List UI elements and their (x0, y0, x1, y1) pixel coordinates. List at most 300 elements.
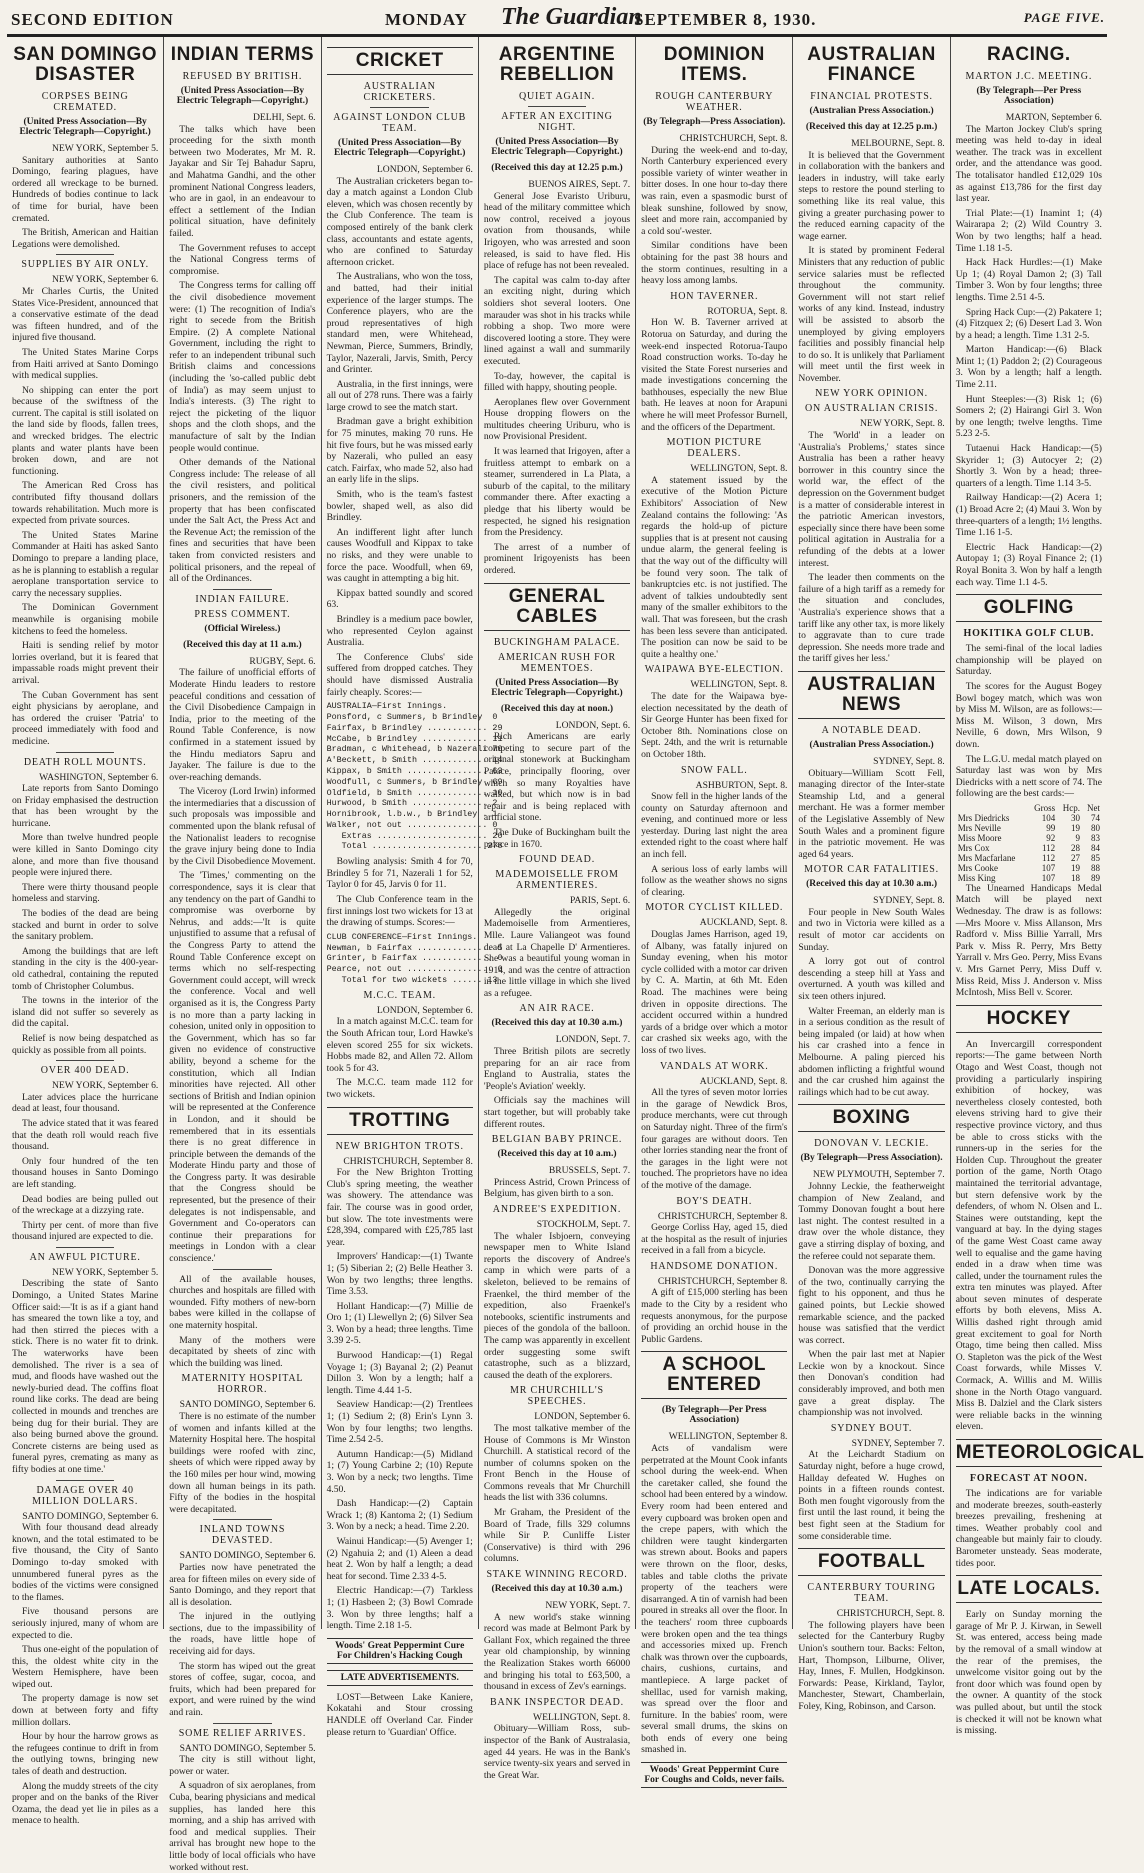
scorecard: CLUB CONFERENCE—First Innings. Newman, b Fairfax ............... 5 Grinter, b Fairfax .............. 0 Pearce, not out ................. 6 Total for two wickets ...... 13 (326, 931, 503, 986)
paragraph: The date for the Waipawa bye-election necessitated by the death of Sir George Hunter has been fixed for October 8th. Nominations close on Sept. 24th, and the writ is returnable on October 18th. (641, 690, 788, 760)
paragraph: Autumn Handicap:—(5) Midland 1; (7) Young Carbine 2; (10) Repute 3. Won by a neck; two lengths. Time 4.50. (326, 1448, 473, 1495)
dateline: WELLINGTON, Sept. 8. (533, 1711, 631, 1723)
headline: FOOTBALL (798, 1548, 944, 1576)
paragraph: The Marton Jockey Club's spring meeting was held to-day in ideal weather. The track was in excellent order, and the attendance was good. The totalisator handled £12,029 10s as against £13,786 for the first day last year. (955, 123, 1102, 205)
table-cell: 30 (1071, 812, 1081, 823)
classified-ad: LOST—Between Lake Kaniere, Kokatahi and Stour crossing HANDLE off Overland Car. Finder please return to 'Guardian' Office. (326, 1691, 473, 1738)
dateline: WELLINGTON, September 8. (668, 1431, 788, 1443)
paragraph: The Viceroy (Lord Irwin) informed the intermediaries that a discussion of such proposals was impossible and commented upon the blank refusal of the Nationalist leaders to recognise the grave injury being done to India by the Civil Disobedience Movement. (169, 786, 316, 867)
paragraph: Australia, in the first innings, were all out of 278 runs. There was a fairly large crowd to see the match start. (326, 378, 473, 413)
table-cell: Mrs Neville (957, 822, 1001, 833)
paragraph: All the tyres of seven motor lorries in the garage of Newdick Bros, produce merchants, were cut through on Saturday night. Three of the firm's four garages are without doors. Ten other lorries standing near the front of the garages in the light were not touched. The proprietors have no idea of the motive of the damage. (641, 1087, 788, 1191)
paragraph: Only four hundred of the ten thousand houses in Santo Domingo are left standing. (12, 1155, 159, 1190)
dateline: LONDON, Sept. 7. (555, 1034, 631, 1046)
advertisement: Woods' Great Peppermint Cure For Coughs and Colds, never fails. (641, 1762, 787, 1788)
paragraph: The Conference Clubs' side suffered from dropped catches. They should have dismissed Australia fairly cheaply. Scores:— (326, 651, 473, 698)
paragraph: The property damage is now set down at between forty and fifty million dollars. (12, 1693, 159, 1728)
subheading: STAKE WINNING RECORD. (486, 1569, 628, 1581)
credit-line: (By Telegraph—Per Press Association) (661, 1405, 767, 1426)
paragraph: At the Leichardt Stadium on Saturday night, before a huge crowd, Hallday defeated W. Hughes on points in a fifteen rounds contest. Both men fought vigorously from the first until the last round, it being the best fight seen at the Stadium for some considerable time. (798, 1449, 945, 1542)
paragraph: It is believed that the Government in collaboration with the bankers and leaders in industry, will take early steps to restore the pound sterling to something like its real value, this giving a greater purchasing power to the reduced earning capacity of the wage earner. (798, 149, 945, 242)
divider (213, 589, 272, 590)
paragraph: Three British pilots are secretly preparing for an air race from England to Australia, states the 'People's Aviation' weekly. (483, 1046, 631, 1092)
headline: BOXING (798, 1104, 944, 1132)
paragraph: Four people in New South Wales and two in Victoria were killed as a result of motor car accidents on Sunday. (798, 906, 945, 953)
divider (213, 1269, 272, 1270)
subheading: FINANCIAL PROTESTS. (810, 91, 933, 102)
newspaper-page (7, 4, 1144, 1873)
advertisement: Woods' Great Peppermint Cure For Children's Hacking Cough (327, 1638, 473, 1664)
paragraph: The Congress terms for calling off the civil disobedience movement were: (1) The recognition of India's right to secede from the British Empire. (2) A complete National Government, including the right to refer to an independent tribunal such British claims and concessions (including the 'so-called public debt of India') as may seem unjust to India's interests. (3) The right to reject the picketing of the liquor shops and the cloth shops, and the manufacture of salt by the Indian people would continue. (169, 280, 316, 454)
dateline: STOCKHOLM, Sept. 7. (536, 1219, 631, 1230)
paragraph: Aeroplanes flew over Government House dropping flowers on the multitudes cheering Uriburu, who is now Provisional President. (483, 396, 631, 443)
paragraph: The towns in the interior of the island did not suffer so severely as did the capital. (12, 995, 159, 1030)
paragraph: The leader then comments on the failure of a high tariff as a remedy for the situation and concludes, 'Australia's experience shows that a tariff like any other tax, is more likely to aggravate than to cure trade depression. She needs more trade and the tariff gives her less.' (798, 572, 945, 665)
subheading: MATERNITY HOSPITAL HORROR. (181, 1373, 304, 1396)
dateline: NEW YORK, Sept. 8. (859, 418, 945, 430)
paragraph: The storm has wiped out the great stores of coffee, sugar, cocoa, and fruits, which had been prepared for export, and were ruined by the wind and rain. (169, 1660, 316, 1719)
table-cell: 104 (1041, 812, 1056, 823)
paragraph: Snow fell in the higher lands of the county on Saturday afternoon and evening, and continued more or less yesterday. During last night the area extended right to the coast where half an inch fell. (641, 791, 788, 861)
table-cell: 84 (1090, 842, 1100, 853)
paragraph: Seaview Handicap:—(2) Trentlees 1; (1) Sedium 2; (8) Erin's Lynn 3. Won by four lengths; two lengths. Time 2.54 2-5. (326, 1399, 473, 1446)
dateline: SYDNEY, September 7. (851, 1437, 945, 1449)
credit-line: (United Press Association—By Electric Telegraph—Copyright.) (334, 138, 466, 158)
subheading: MOTOR CYCLIST KILLED. (645, 902, 784, 914)
dateline: WELLINGTON, Sept. 8. (690, 463, 788, 475)
paragraph: The bodies of the dead are being stacked and burnt in order to solve the sanitary problem. (12, 908, 159, 943)
paragraph: Many of the mothers were decapitated by sheets of zinc with which the building was lined. (169, 1334, 316, 1369)
subheading: SYDNEY BOUT. (830, 1422, 913, 1434)
paragraph: For the New Brighton Trotting Club's spring meeting, the weather was showery. The attendance was fair. The course was in good order, but slow. The tote investments were £28,394, compared with £25,785 last year. (326, 1167, 473, 1248)
dateline: MARTON, September 6. (1005, 112, 1102, 123)
subheading: ANDREE'S EXPEDITION. (492, 1204, 622, 1215)
credit-line: (By Telegraph—Per Press Association) (976, 86, 1082, 106)
divider (56, 1247, 115, 1248)
table-cell: 27 (1071, 852, 1081, 863)
credit-line: (United Press Association—By Electric Telegraph—Copyright.) (491, 137, 623, 157)
paragraph: Other demands of the National Congress include: The release of all the civil resisters, and political prisoners, and the remission of the property that has been confiscated under the Salt Act, the Press Act and the Revenue Act; the remission of the fines and securities that have been taken from convicted resisters and political prisoners, and the repeal of all of the Ordinances. (169, 457, 316, 585)
paragraph: Acts of vandalism were perpetrated at the Mount Cook infants school during the week-end. When the caretaker called, she found the school had been entered by a window. Every room had been entered and every cupboard was broken open and the crepe papers, with which the children were taught kindergarten was strewn about. Books and papers were thrown on the floor, desks, tables and table cloths the private property of the teachers were disarranged. A tin of varnish had been poured in streaks all over the floor. In the teachers' room three cupboards were broken open and the tea things and accessories mixed up. French chalk was thrown over the cupboards, chairs, cushions, curtains, and mantlepiece. A large packet of shelllac, used for varnish making, was spread over the floor and furniture. In the babies' room, were several small drums, the skins on both ends of every one being smashed in. (641, 1443, 788, 1756)
divider (213, 1519, 272, 1520)
dateline: CHRISTCHURCH, Sept. 8. (836, 1608, 945, 1620)
divider (56, 254, 115, 255)
table-header-cell: Hcp. (1062, 802, 1081, 813)
paragraph: Obituary—William Ross, sub-inspector of the Bank of Australasia, aged 44 years. He was in the Bank's service twenty-six years and served in the Great War. (483, 1723, 631, 1781)
subheading: DAMAGE OVER 40 MILLION DOLLARS. (32, 1484, 139, 1507)
paragraph: The United States Marine Commander at Haiti has asked Santo Domingo to prepare a landing place, as he is planning to establish a regular aeroplane transportation service to carry the necessary supplies. (12, 529, 159, 599)
paragraph: Walter Freeman, an elderly man is in a serious condition as the result of being impaled (or laid) at how when his car crashed into a fence in Melbourne. A paling pierced his abdomen inflicting a frightful wound and the car crushed him against the railings which had to be cut away. (798, 1005, 945, 1098)
paragraph: More than twelve hundred people were killed in Santo Domingo city alone, and more than five thousand people were injured there. (12, 832, 159, 879)
paragraph: The Australians, who won the toss, and batted, had their initial experience of the larger stumps. The Conference players, who are the proud representatives of high standard men, were Whitehead, Newman, Pierce, Summers, Brindly, Taylor, Nazerali, Jarvis, Smith, Percy and Grinter. (326, 271, 473, 376)
paragraph: In a match against M.C.C. team for the South African tour, Lord Hawke's eleven scored 255 for six wickets. Hobbs made 82, and Allen 72. Allom took 5 for 43. (326, 1016, 473, 1074)
subheading: BELGIAN BABY PRINCE. (491, 1134, 623, 1146)
subheading: INLAND TOWNS DEVASTED. (199, 1524, 286, 1547)
paragraph: An indifferent light after lunch causes Woodfull and Kippax to take no risks, and they were unable to force the pace. Woodfull, when 69, was caught in attempting a big hit. (326, 526, 473, 585)
paragraph: The Unearned Handicaps Medal Match will be played next Wednesday. The draw is as follows:—Mrs Moore v. Miss Allanson, Mrs Radford v. Miss Billie Yarrall, Mrs Park v. Miss R. Perry, Mrs Betty Yarrall v. Mrs Geo. Perry, Miss Evans v. Mrs Garnet Perry, Miss Duff v. Miss Reid, Miss J. Anderson v. Miss McIntosh, Miss Bell v. Scorer. (955, 882, 1102, 999)
subheading: REFUSED BY BRITISH. (182, 71, 303, 82)
paragraph: Donovan was the more aggressive of the two, continually carrying the fight to his opponent, and thus he gained points, but Leckie showed remarkable science, and the packed house was satisfied that the verdict was correct. (798, 1265, 945, 1346)
paragraph: The semi-final of the local ladies championship will be played on Saturday. (955, 643, 1102, 678)
subheading: SOME RELIEF ARRIVES. (178, 1727, 307, 1739)
paragraph: Similar conditions have been obtaining for the past 38 hours and the storm continues, resulting in a heavy loss among lambs. (641, 240, 788, 287)
paragraph: An Invercargill correspondent reports:—The game between North Otago and West Coast, though not providing a particularly inspiring exhibition of hockey, was nevertheless closely contested, both elevens striving hard to give their respective province victory, and thus be able to cross sticks with the runners-up in the series for the Holden Cup. Throughout the greater portion of the game, North Otago maintained the territorial advantage, but stern defensive work by the defenders, of whom N. Olsen and L. Staines were outstanding, kept the vanguard at bay. In the dying stages of the game West Coast came away well to equalise and the game having ended in a draw when time was called, under the tournament rules the extra ten minutes was played. After about seven minutes of desperate efforts by both elevens, Miss A. Willis dashed right through amid great excitement to goal for North Otago, time being then called. Miss O. Stapleton was the pick of the West Coast forwards, while Misses V. Cormack, A. Willis and M. Willis shone in the North Otago vanguard. Miss B. Dalziel and the Clark sisters were reliable backs in the winning eleven. (955, 1038, 1102, 1433)
paragraph: To-day, however, the capital is filled with happy, shouting people. (483, 370, 631, 394)
paragraph: It was learned that Irigoyen, after a fruitless attempt to embark on a steamer, surrendered in La Plata, a suburb of the capital, to the military commander there. After exacting a pledge that his liberty would be respected, he signed his resignation from the Presidency. (483, 446, 631, 539)
paragraph: There is no estimate of the number of women and infants killed at the Maternity Hospital here. The hospital buildings were roofed with zinc, sheets of which were ripped away by the 160 miles per hour wind, mowing down all human beings in its path. Fifty of the bodies in the hospital were decapitated. (169, 1410, 316, 1515)
subheading: HON TAVERNER. (670, 290, 759, 302)
column-indian-terms (164, 37, 321, 1873)
paragraph: The arrest of a number of prominent Irigoyenists has been ordered. (483, 541, 631, 576)
paragraph: The Government refuses to accept the National Congress terms of compromise. (169, 242, 316, 277)
paragraph: The indications are for variable and moderate breezes, south-easterly breezes prevailing, freshening at times. Weather probably cool and changeable but mainly fair to cloudy. Barometer unsteady. Seas moderate, tides poor. (955, 1488, 1102, 1569)
paragraph: The Duke of Buckingham built the palace in 1670. (483, 826, 631, 850)
columns (7, 36, 1144, 1873)
subheading: BOY'S DEATH. (676, 1195, 753, 1207)
received-line: (Received this day at 12.25 p.m.) (805, 122, 938, 132)
subheading: MR CHURCHILL'S SPEECHES. (510, 1385, 604, 1408)
paragraph: Hon W. B. Taverner arrived at Rotorua on Saturday, and during the week-end inspected Rotorua-Taupo Road construction works. To-day he visited the State Forest nurseries and made investigations concerning the bathhouses, especially the new Blue bath. He leaves at noon for Arapuni where he will meet Professor Burnell, and the officers of the Department. (641, 317, 788, 433)
paragraph: No shipping can enter the port because of the swiftness of the current. The capital is still isolated on the land side by floods, fallen trees, and wrecked bridges. The electric plants and water plants have been broken down, and are not functioning. (12, 384, 159, 477)
section-heading: LATE ADVERTISEMENTS. (327, 1670, 473, 1686)
subheading: MARTON J.C. MEETING. (965, 71, 1093, 82)
subheading: AN AIR RACE. (519, 1003, 595, 1015)
column-argentine (479, 37, 636, 1781)
dateline: SANTO DOMINGO, September 6. (179, 1550, 316, 1562)
dateline: SANTO DOMINGO, September 5. (179, 1742, 316, 1754)
divider (56, 1480, 115, 1481)
table-cell: 99 (1046, 822, 1056, 833)
paragraph: General Jose Evaristo Uriburu, head of the military committee which now control, received a joyous ovation from thousands, while Irigoyen, who was arrested and soon released, is said to have fled. His place of refuge has not been revealed. (483, 190, 631, 272)
paragraph: The M.C.C. team made 112 for two wickets. (326, 1077, 473, 1100)
received-line: (Received this day at 11 a.m.) (183, 639, 302, 650)
paragraph: Dash Handicap:—(2) Captain Wrack 1; (8) Kantoma 2; (1) Sedium 3. Won by a neck; a head. Time 2.20. (326, 1498, 473, 1533)
paragraph: Haiti is sending relief by motor lorries overland, but it is feared that impassable roads might prevent their arrival. (12, 640, 159, 686)
race-result: Trial Plate:—(1) Inamint 1; (4) Wairarapa 2; (2) Wild Country 3. Won by two lengths; half a head. Time 1.18 1-5. (955, 207, 1102, 254)
table-header-row (956, 803, 1102, 813)
headline: RACING. (986, 44, 1071, 65)
dateline: PARIS, Sept. 6. (569, 895, 631, 907)
column-racing (951, 37, 1144, 1737)
subheading: DONOVAN V. LECKIE. (814, 1138, 930, 1150)
table-row (956, 833, 1102, 843)
dateline: CHRISTCHURCH, Sept. 8. (679, 133, 788, 144)
paragraph: It is stated by prominent Federal Ministers that any reduction of public service salaries must be reflected throughout the community. Government will not start relief works of any kind. Instead, industry will be assisted to absorb the unemployed by giving employers facilities and possibly financial help to do so. It is unlikely that Parliament will meet until the first week in November. (798, 245, 945, 384)
paragraph: The 'World' in a leader on 'Australia's Problems,' states since Australia has been a rather heavy borrower in this country since the world war, the effect of the depression on the Government budget is a matter of considerable interest in the patriotic American investors, especially since there have been some political agitation in Australia for a refunding of the debts at a lower interest. (798, 430, 945, 569)
dateline: CHRISTCHURCH, September 8. (343, 1155, 473, 1167)
paragraph: Later advices place the hurricane dead at least, four thousand. (12, 1091, 159, 1115)
golf-scores-table (956, 803, 1102, 883)
headline: LATE LOCALS. (956, 1575, 1102, 1603)
paragraph: The Cuban Government has sent eight physicians by aeroplane, and has ordered the cruiser 'Patria' to proceed immediately with food and medicine. (12, 689, 159, 747)
table-row (956, 853, 1102, 863)
dateline: SYDNEY, Sept. 8. (873, 755, 945, 767)
headline: AUSTRALIAN FINANCE (807, 44, 936, 85)
subheading: SNOW FALL. (681, 764, 748, 776)
paragraph: A gift of £15,000 sterling has been made to the City by a resident who requests anonymous, for the purpose of providing an orchid house in the Public Gardens. (641, 1287, 788, 1345)
subheading: FOUND DEAD. (518, 854, 595, 866)
subheading: MADEMOISELLE FROM ARMENTIERES. (495, 869, 619, 892)
dateline: NEW YORK, September 6. (51, 274, 159, 286)
subheading: DEATH ROLL MOUNTS. (23, 756, 147, 768)
paragraph: A squadron of six aeroplanes, from Cuba, bearing physicians and medical supplies, has landed here this morning, and a ship has arrived with food and medical supplies. Their arrival has brought new hope to the little body of local officials who have worked without rest. (169, 1780, 316, 1873)
dateline: NEW YORK, September 5. (51, 1266, 159, 1278)
dateline: NEW PLYMOUTH, September 7. (812, 1169, 945, 1181)
received-line: (Received this day at 10.30 a.m.) (491, 1584, 623, 1595)
scorecard: AUSTRALIA—First Innings. Ponsford, c Summers, b Brindley 0 Fairfax, b Brindley ............ 29 McCabe, b Brindley ............. 11 Bradman, c Whitehead, b Nazerali 70 A'Beckett, b Smith ............. 14 Kippax, b Smith ................ 63 Woodfull, c Summers, b Brindley 69 Oldfield, b Smith .............. 10 Hurwood, b Smith ............... 2 Hornibrook, l.b.w., b Brindley . 1 Walker, not out ................ 0 Extras ...................... 20 Total ...................... 278 (326, 701, 503, 852)
weekday-label: MONDAY (385, 10, 468, 29)
paragraph: Officials say the machines will start together, but will probably take different routes. (483, 1095, 631, 1130)
subheading: MOTOR CAR FATALITIES. (804, 864, 939, 876)
paragraph: The talks which have been proceeding for the sixth month between two Moderates, Mr M. R. Jayakar and Sir Tej Bahadur Sapru, and Mahatma Gandhi, and the other prominent National Congress leaders, who are in gaol, in an endeavour to effect a settlement of the Indian political situation, have definitely failed. (169, 123, 316, 239)
headline: GENERAL CABLES (484, 583, 630, 631)
dateline: AUCKLAND, Sept. 8. (699, 917, 788, 929)
page-number: PAGE FIVE. (1023, 10, 1105, 25)
paragraph: The capital was calm to-day after an exciting night, during which soldiers shot several looters. One marauder was shot in his tracks while robbing a shop. Two more were discovered looting a store. They were lined against a wall and summarily executed. (483, 274, 631, 367)
race-result: Railway Handicap:—(2) Acera 1; (1) Broad Acre 2; (4) Maui 3. Won by three-quarters of a length; 1½ lengths. Time 1.16 1-5. (955, 492, 1102, 539)
dateline: NEW YORK, September 5. (51, 143, 159, 154)
subheading: AN AWFUL PICTURE. (29, 1251, 141, 1263)
subheading: MOTION PICTURE DEALERS. (666, 437, 762, 460)
dateline: CHRISTCHURCH, September 8. (657, 1210, 788, 1222)
credit-line: (Australian Press Association.) (809, 106, 934, 116)
received-line: (Received this day at 12.25 p.m.) (491, 163, 623, 173)
table-cell: Miss King (957, 872, 996, 883)
paragraph: Bowling analysis: Smith 4 for 70, Brindley 5 for 71, Nazerali 1 for 52, Taylor 0 for 45, Jarvis 0 for 11. (326, 856, 473, 891)
subheading: QUIET AGAIN. (518, 91, 596, 102)
paragraph: Electric Handicap:—(7) Tarkless 1; (1) Hasbeen 2; (3) Bowl Comrade 3. Won by three lengths; half a length. Time 2.18 1-5. (326, 1585, 473, 1632)
table-row (956, 843, 1102, 853)
credit-line: (United Press Association—By Electric Telegraph—Copyright.) (176, 86, 309, 106)
subheading: VANDALS AT WORK. (659, 1060, 769, 1072)
paragraph: There were thirty thousand people homeless and starving. (12, 881, 159, 905)
dateline: NEW YORK, September 6. (51, 1080, 159, 1092)
divider (213, 1723, 272, 1724)
table-cell: 9 (1075, 832, 1081, 843)
subheading: HOKITIKA GOLF CLUB. (963, 628, 1095, 640)
subheading: AUSTRALIAN CRICKETERS. (363, 81, 436, 103)
subheading: BUCKINGHAM PALACE. (493, 636, 621, 648)
dateline: AUCKLAND, Sept. 8. (699, 1075, 788, 1087)
subheading: NEW YORK OPINION. (815, 388, 928, 400)
paragraph: Early on Sunday morning the garage of Mr P. J. Kirwan, in Sewell St. was entered, access being made by the removal of a small window at the rear of the premises, the unwelcome visitor going out by the front door which was found open by the owner. A quantity of the stock was pulled about, but until the stock is checked it will not be known what is missing. (955, 1609, 1102, 1737)
dateline: BUENOS AIRES, Sept. 7. (528, 179, 631, 190)
paragraph: A statement issued by the executive of the Motion Picture Exhibitors' Association of New Zealand contains the following: 'As regards the hold-up of picture supplies that is at present not causing undue alarm, the general feeling is that the way out of the difficulty will be found very soon. The talk of bankruptcies etc. is not justified. The advent of talkies undoubtedly sent many of the smaller exhibitors to the wall. That was foreseen, but the crash has been less severe than anticipated. The position can now be said to be quite a healthy one.' (641, 474, 788, 660)
subheading: ON AUSTRALIAN CRISIS. (804, 403, 939, 415)
subheading: CANTERBURY TOURING TEAM. (807, 1582, 936, 1605)
paragraph: Obituary—William Scott Fell, managing director of the Inter-state Steamship Ltd, and a general merchant. He was a former member of the Legislative Assembly of New South Wales and a prominent figure in the patriotic movement. He was aged 64 years. (798, 767, 945, 860)
table-cell: 74 (1090, 812, 1100, 823)
paragraph: The following players have been selected for the Canterbury Rugby Union's southern tour. Backs: Felton, Hart, Thompson, Lilburne, Oliver, Hay, Innes, F. Mullen, Hodgkinson. Forwards: Pease, Kirkland, Taylor, Manchester, Stewart, Chamberlain, Foley, King, Robinson, and Carson. (798, 1619, 945, 1712)
column-san-domingo (7, 37, 164, 1827)
table-header-cell (956, 803, 1028, 813)
headline: DOMINION ITEMS. (663, 44, 765, 85)
subheading: OVER 400 DEAD. (40, 1065, 130, 1077)
table-cell: 19 (1071, 822, 1081, 833)
received-line: (Received this day at 10.30 a.m.) (491, 1018, 623, 1029)
dateline: SANTO DOMINGO, September 6. (22, 1510, 159, 1522)
table-cell: 85 (1090, 852, 1100, 863)
dateline: DELHI, Sept. 6. (252, 112, 316, 123)
table-cell: 28 (1071, 842, 1081, 853)
subheading: BANK INSPECTOR DEAD. (490, 1696, 624, 1708)
paragraph: A serious loss of early lambs will follow as the weather shows no signs of clearing. (641, 863, 788, 898)
received-line: (Received this day at 10 a.m.) (497, 1149, 617, 1160)
dateline: ROTORUA, Sept. 8. (707, 305, 788, 317)
table-row (956, 863, 1102, 873)
dateline: NEW YORK, Sept. 7. (545, 1600, 631, 1612)
table-cell: 19 (1071, 862, 1081, 873)
subheading: INDIAN FAILURE. (195, 593, 290, 605)
table-cell: Miss Moore (957, 832, 1002, 843)
column-dominion-items (636, 37, 793, 1786)
paragraph: Describing the state of Santo Domingo, a United States Marine Officer said:—'It is as if a giant hand has smeared the town like a toy, and had then stirred the pieces with a stick. There is no water fit to drink. The waterworks have been demolished. The river is a sea of mud, and floods have washed out the newly-buried dead. The coffins float round like corks. The dead are being collected in mounds and trenches are being dug for their burial. They are also being burned above the ground. Concrete cisterns are being used as funeral pyres, cremating as many as fifty bodies at one time.' (12, 1278, 159, 1475)
dateline: SYDNEY, Sept. 8. (873, 895, 945, 907)
dateline: SANTO DOMINGO, September 6. (179, 1399, 316, 1411)
dateline: LONDON, September 6. (376, 1004, 473, 1016)
subheading: HANDSOME DONATION. (650, 1260, 779, 1272)
subheading: WAIPAWA BYE-ELECTION. (644, 664, 784, 676)
paragraph: Brindley is a medium pace bowler, who represented Ceylon against Australia. (326, 613, 473, 649)
divider (56, 1060, 115, 1061)
paragraph: The Dominican Government meanwhile is organising mobile kitchens to feed the homeless. (12, 602, 159, 637)
table-cell: 18 (1071, 872, 1081, 883)
column-cricket (322, 37, 503, 1738)
paragraph: Thirty per cent. of more than five thousand injured are expected to die. (12, 1219, 159, 1243)
paragraph: Late reports from Santo Domingo on Friday emphasised the destruction that has been wrought by the hurricane. (12, 783, 159, 829)
subheading: FORECAST AT NOON. (969, 1473, 1088, 1484)
table-row (956, 813, 1102, 823)
divider (370, 107, 429, 108)
paragraph: With four thousand dead already known, and the total estimated to be five thousand, the City of Santo Domingo to-day smoked with unnumbered funeral pyres as the bodies of the victims were consigned to the flames. (12, 1522, 159, 1603)
headline: SAN DOMINGO DISASTER (13, 44, 158, 85)
paragraph: The Australian cricketers began to-day a match against a London Club eleven, which was chosen recently by the Club Conference. The team is composed entirely of the bank clerk class, accountants and estate agents, who are confined to Saturday afternoon cricket. (326, 175, 473, 268)
dateline: WASHINGTON, September 6. (39, 771, 159, 783)
paragraph: The L.G.U. medal match played on Saturday last was won by Mrs Diedricks with a nett score of 74. The following are the best cards:— (955, 753, 1102, 800)
credit-line: (Australian Press Association.) (809, 739, 934, 750)
paragraph: Rich Americans are early competing to secure part of the original stonework at Buckingham Palace, principally flooring, over which so many Royalties have walked, but which now is in bad repair and is being replaced with artificial stone. (483, 731, 631, 824)
paragraph: The advice stated that it was feared that the death roll would reach five thousand. (12, 1117, 159, 1153)
table-cell: Mrs Cox (957, 842, 990, 853)
credit-line: (Official Wireless.) (204, 623, 281, 634)
subheading: SUPPLIES BY AIR ONLY. (21, 259, 149, 271)
paragraph: Relief is now being despatched as quickly as possible from all points. (12, 1032, 159, 1056)
paragraph: Thus one-eight of the population of this, the oldest white city in the Western Hemisphere, have been wiped out. (12, 1644, 159, 1690)
headline: AUSTRALIAN NEWS (798, 671, 944, 719)
dateline: BRUSSELS, Sept. 7. (548, 1165, 631, 1177)
subheading: AGAINST LONDON CLUB TEAM. (333, 112, 467, 134)
paragraph: All of the available houses, churches and hospitals are filled with wounded. Fifty mothers of new-born babes were killed in the collapse of one maternity hospital. (169, 1273, 316, 1331)
table-cell: Mrs Macfarlane (957, 852, 1016, 863)
credit-line: (By Telegraph—Press Association). (643, 117, 786, 127)
paragraph: The failure of unofficial efforts of Moderate Hindu leaders to restore peaceful conditions and cessation of the Civil Disobedience Campaign in India, prior to the meeting of the Round Table Conference, is now confirmed in a statement issued by the Hindu mediators Sapru and Jayaker. The failure is due to the over-reaching demands. (169, 667, 316, 783)
subheading: PRESS COMMENT. (194, 608, 291, 620)
table-header-cell: Net (1086, 802, 1100, 813)
credit-line: (By Telegraph—Press Association). (800, 1153, 943, 1164)
paragraph: Allegedly the original Mademoiselle from Armentieres, Mlle. Laure Valiangeot was found dead at La Chapelle D' Armentieres. She was a beautiful young woman in 1914, and was the centre of attraction in the little village in which she lived as a refugee. (483, 906, 631, 999)
table-cell: 112 (1042, 842, 1056, 853)
paragraph: A new world's stake winning record was made at Belmont Park by Gallant Fox, which regained the three year old championship, by winning the Realization Stakes worth 66000 and bringing his total to £63,500, a thousand in excess of Zev's earnings. (483, 1611, 631, 1693)
divider (528, 106, 587, 107)
paragraph: Burwood Handicap:—(1) Regal Voyage 1; (3) Bayanal 2; (2) Peanut Dillon 3. Won by a length; half a length. Time 4.44 1-5. (326, 1350, 473, 1396)
paragraph: The American Red Cross has contributed fifty thousand dollars towards rehabilitation. Much more is expected from private sources. (12, 480, 159, 527)
column-australian-finance (793, 37, 950, 1712)
paragraph: During the week-end and to-day, North Canterbury experienced every possible variety of winter weather in bitter doses. In one hour to-day there was rain, even a spasmodic burst of bleak sunshine, followed by snow, sleet and more rain, accompanied by a cold sou'-wester. (641, 144, 788, 237)
dateline: LONDON, September 6. (376, 164, 473, 175)
newspaper-title: The Guardian (501, 4, 642, 30)
credit-line: (United Press Association—By Electric Telegraph—Copyright.) (19, 117, 151, 137)
dateline: MELBOURNE, Sept. 8. (851, 138, 945, 149)
paragraph: Sanitary authorities at Santo Domingo, fearing plagues, have ordered all wreckage to be burned. Hundreds of bodies continue to lack of time for burial, have been cremated. (12, 154, 159, 224)
paragraph: Princess Astrid, Crown Princess of Belgium, has given birth to a son. (483, 1176, 631, 1200)
masthead (7, 4, 1107, 36)
table-cell: 88 (1090, 862, 1100, 873)
race-result: Hack Hack Hurdles:—(1) Make Up 1; (4) Royal Damon 2; (3) Tall Timber 3. Won by four lengths; three lengths. Time 2.51 4-5. (955, 257, 1102, 303)
race-result: Electric Hack Handicap:—(2) Autopay 1; (3) Royal Finance 2; (1) Royal Bonita 3. Won by half a length each way. Time 1.1 4-5. (955, 541, 1102, 588)
paragraph: Hour by hour the harrow grows as the refugees continue to drift in from the outlying towns, bringing new tales of death and destruction. (12, 1731, 159, 1778)
dateline: LONDON, September 6. (534, 1411, 631, 1423)
dateline: ASHBURTON, Sept. 8. (695, 779, 788, 791)
paragraph: Douglas James Harrison, aged 19, of Albany, was fatally injured on Sunday evening, when his motor cycle collided with a motor car driven by C. A. Martin, at 6th Mt. Eden Road. The machines were being driven in opposite directions. The accident occurred within a hundred yards of a bridge over which a motor car crashed six weeks ago, with the loss of two lives. (641, 929, 788, 1056)
race-result: Tutaenui Hack Handicap:—(5) Skyrider 1; (3) Autocyer 2; (2) Shortly 3. Won by a head; three-quarters of a length. Time 1.14 3-5. (955, 443, 1102, 489)
edition-label: SECOND EDITION (11, 10, 174, 29)
headline: CRICKET (327, 47, 473, 75)
table-cell: Mrs Cooke (957, 862, 998, 873)
table-cell: 107 (1041, 862, 1056, 873)
table-cell: 80 (1090, 822, 1100, 833)
paragraph: A lorry got out of control descending a steep hill at Yass and overturned. A youth was killed and six teen others injured. (798, 956, 945, 1003)
paragraph: The 'Times,' commenting on the correspondence, says it is clear that any tendency on the part of Gandhi to compromise was overborne by Nehrus, and adds:—'It is quite unjustified to assume that a refusal of the Congress Party to attend the Round Table Conference except on terms which no self-respecting Government could accept, will wreck the conference. Vocal and well organised as it is, the Congress Party is no more than a party lacking in cohesion, united only in opposition to the Government, which has so far given no evidence of constructive ability, beyond a scheme for the constitution, which all Indian minorities have rejected. All other sections of British and Indian opinion will be represented at the Conference in London, and it should be remembered that in its essentials there is no great difference in principle between the demands of the Moderate Hindu party and those of the Congress party. It was desirable that the Congress should be represented, but the presence of their delegates is not indispensable, and Government and Co-operators can continue their preparations for meetings in London with a clear conscience.' (169, 870, 316, 1265)
headline: A SCHOOL ENTERED (641, 1351, 787, 1399)
paragraph: The British, American and Haitian Legations were demolished. (12, 227, 159, 250)
race-result: Spring Hack Cup:—(2) Pakatere 1; (4) Fitzquex 2; (6) Desert Lad 3. Won by a head; a length. Time 1.31 2-5. (955, 306, 1102, 341)
dateline: CHRISTCHURCH, September 8. (657, 1275, 788, 1287)
paragraph: Mr Graham, the President of the Board of Trade, fills 329 columns while Sir P. Cunliffe Lister (Conservative) is third with 296 columns. (483, 1507, 631, 1565)
paragraph: Dead bodies are being pulled out of the wreckage at a dizzying rate. (12, 1193, 159, 1217)
paragraph: Johnny Leckie, the featherweight champion of New Zealand, and Tommy Donovan fought a bout here last night. The contest resulted in a draw over the whole distance, they gave a stirring display of boxing, and the referee could not separate them. (798, 1180, 945, 1262)
subheading: A NOTABLE DEAD. (821, 724, 922, 736)
table-cell: 89 (1090, 872, 1100, 883)
paragraph: Hollant Handicap:—(7) Millie de Oro 1; (1) Llewellyn 2; (6) Silver Sea 3. Won by a head; three lengths. Time 3.39 2-5. (326, 1300, 473, 1347)
headline: INDIAN TERMS (170, 44, 315, 65)
race-result: Hunt Steeples:—(3) Risk 1; (6) Somers 2; (2) Hairangi Girl 3. Won by one length; twelve lengths. Time 5.23 2-5. (955, 393, 1102, 440)
subheading: NEW BRIGHTON TROTS. (335, 1140, 464, 1152)
credit-line: (United Press Association—By Electric Telegraph—Copyright.) (491, 677, 623, 698)
table-cell: 83 (1090, 832, 1100, 843)
subheading: AMERICAN RUSH FOR MEMENTOES. (497, 651, 617, 674)
table-row (956, 823, 1102, 833)
paragraph: When the pair last met at Napier Leckie won by a knockout. Since then Donovan's condition had considerably improved, and both men gave a great display. The championship was not involved. (798, 1349, 945, 1419)
dateline: WELLINGTON, Sept. 8. (690, 679, 788, 691)
race-result: Marton Handicap:—(6) Black Mint 1; (1) Paddon 2; (2) Courageous 3. Won by a length; half a length. Time 2.11. (955, 344, 1102, 391)
received-line: (Received this day at 10.30 a.m.) (806, 879, 937, 890)
table-cell: 92 (1046, 832, 1056, 843)
dateline: LONDON, Sept. 6. (555, 719, 631, 731)
paragraph: Kippax batted soundly and scored 63. (326, 587, 473, 611)
headline: HOCKEY (956, 1005, 1102, 1033)
paragraph: The United States Marine Corps from Haiti arrived at Santo Domingo with medical supplies. (12, 346, 159, 382)
dateline: RUGBY, Sept. 6. (249, 655, 316, 667)
paragraph: Parties now have penetrated the area for fifteen miles on every side of Santo Domingo, and they report that all is desolation. (169, 1561, 316, 1608)
headline: GOLFING (956, 594, 1102, 622)
paragraph: The scores for the August Bogey Bowl bogey match, which was won by Miss M. Wilson, are as follows:—Miss M. Wilson, 3 down, Mrs Neville, 6 down, Mrs Wilson, 9 down. (955, 680, 1102, 750)
divider (56, 752, 115, 753)
paragraph: Along the muddy streets of the city proper and on the banks of the River Ozama, the dead yet lie in piles as a menace to health. (12, 1780, 159, 1827)
paragraph: Wainui Handicap:—(5) Avenger 1; (2) Ngahuia 2; and (1) Aleen a dead heat 2. Won by half a length; a dead heat for second. Time 2.33 4-5. (326, 1535, 473, 1582)
paragraph: Among the buildings that are left standing in the city is the 400-year-old cathedral, containing the reputed tomb of Christopher Columbus. (12, 945, 159, 992)
paragraph: The city is still without light, power or water. (169, 1754, 316, 1777)
subheading: M.C.C. TEAM. (363, 989, 436, 1001)
